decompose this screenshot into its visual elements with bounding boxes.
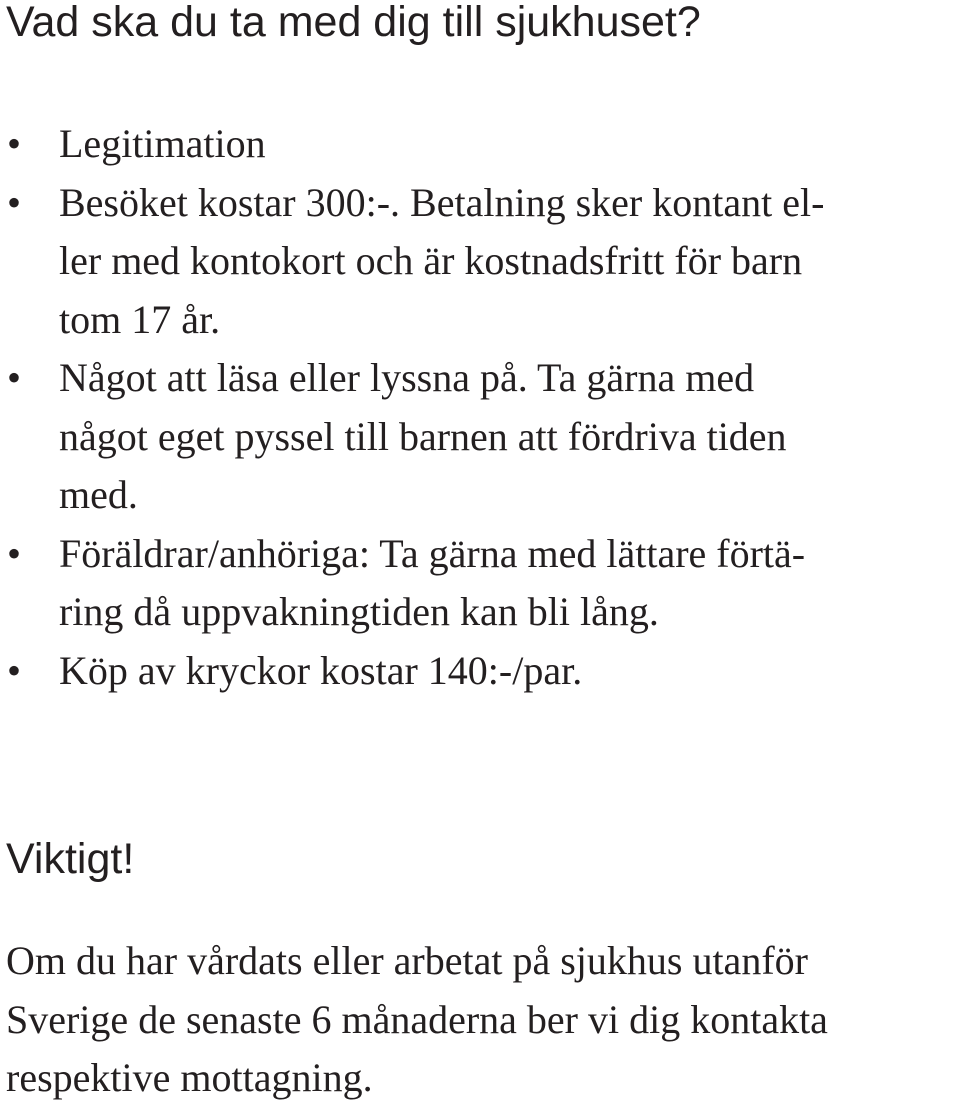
list-item	[0, 115, 960, 174]
list-item-text: Köp av kryckor kostar 140:-/par.	[59, 647, 583, 693]
list-item-text: med.	[59, 472, 138, 517]
list-item	[0, 174, 960, 350]
page-title: Vad ska du ta med dig till sjukhuset?	[6, 0, 701, 46]
important-note	[6, 932, 960, 1108]
list-item	[0, 642, 960, 701]
packing-list	[0, 115, 960, 700]
list-item-text: Föräldrar/anhöriga: Ta gärna med lättare förtä-	[59, 530, 806, 576]
list-item-text: ring då uppvakningtiden kan bli lång.	[59, 589, 659, 634]
important-note-line: Sverige de senaste 6 månaderna ber vi dig kontakta	[6, 996, 828, 1042]
bullet-icon: •	[7, 530, 22, 576]
list-item-text: Legitimation	[59, 121, 266, 166]
bullet-icon: •	[7, 647, 22, 693]
list-item-text: tom 17 år.	[59, 296, 221, 342]
bullet-icon: •	[7, 355, 22, 400]
list-item-text: ler med kontokort och är kostnadsfritt för barn	[59, 238, 803, 283]
list-item-text: Något att läsa eller lyssna på. Ta gärna med	[59, 355, 755, 400]
bullet-icon: •	[7, 179, 22, 225]
list-item-text: något eget pyssel till barnen att fördriva tiden	[59, 413, 787, 459]
bullet-icon: •	[7, 121, 22, 166]
important-note-line: Om du har vårdats eller arbetat på sjukhus utanför	[6, 938, 808, 983]
list-item	[0, 349, 960, 525]
important-note-line: respektive mottagning.	[6, 1055, 373, 1100]
list-item-text: Besöket kostar 300:-. Betalning sker kontant el-	[59, 179, 825, 225]
important-heading: Viktigt!	[6, 835, 135, 883]
list-item	[0, 525, 960, 642]
